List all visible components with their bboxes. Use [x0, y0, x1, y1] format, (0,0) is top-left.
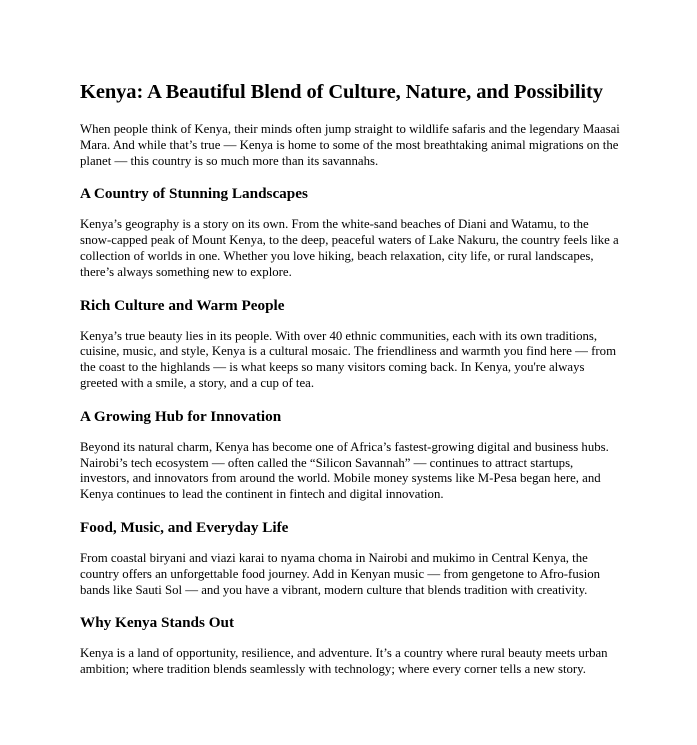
document-page [80, 80, 620, 694]
section-body: Kenya is a land of opportunity, resilience, and adventure. It’s a country where rural beauty meets urban ambition; where tradition blends seamlessly with technology; where every corner tells a new story. [80, 646, 608, 677]
section-heading: Why Kenya Stands Out [80, 614, 235, 632]
section-body: Beyond its natural charm, Kenya has become one of Africa’s fastest-growing digital and business hubs. Nairobi’s tech ecosystem — often called the “Silicon Savannah” — continues to attract startups, investors, and innovators from around the world. Mobile money systems like M-Pesa began here, and Kenya continues to lead the continent in fintech and digital innovation. [80, 439, 609, 502]
section-heading: Food, Music, and Everyday Life [80, 518, 289, 536]
section-landscapes [80, 185, 620, 280]
section-body: Kenya’s geography is a story on its own. From the white-sand beaches of Diani and Watamu, to the snow-capped peak of Mount Kenya, to the deep, peaceful waters of Lake Nakuru, the country feels like a collection of worlds in one. Whether you love hiking, beach relaxation, city life, or rural landscapes, there’s always something new to explore. [80, 217, 619, 279]
section-body: From coastal biryani and viazi karai to nyama choma in Nairobi and mukimo in Central Kenya, the country offers an unforgettable food journey. Add in Kenyan music — from gengetone to Afro-fusion bands like Sauti Sol — and you have a vibrant, modern culture that blends tradition with creativity. [80, 550, 601, 597]
section-heading: A Country of Stunning Landscapes [80, 185, 308, 203]
document-title: Kenya: A Beautiful Blend of Culture, Nature, and Possibility [80, 81, 603, 103]
section-innovation [80, 408, 620, 503]
section-culture [80, 297, 620, 392]
section-heading: Rich Culture and Warm People [80, 296, 285, 314]
section-heading: A Growing Hub for Innovation [80, 407, 282, 425]
section-food-music [80, 519, 620, 598]
section-body: Kenya’s true beauty lies in its people. With over 40 ethnic communities, each with its own traditions, cuisine, music, and style, Kenya is a cultural mosaic. The friendliness and warmth you find here — from the coast to the highlands — is what keeps so many visitors coming back. In Kenya, you're always greeted with a smile, a story, and a cup of tea. [80, 328, 617, 390]
section-stands-out [80, 614, 620, 678]
intro-paragraph: When people think of Kenya, their minds often jump straight to wildlife safaris and the legendary Maasai Mara. And while that’s true — Kenya is home to some of the most breathtaking animal migrations on the planet — this country is so much more than its savannahs. [80, 122, 620, 168]
